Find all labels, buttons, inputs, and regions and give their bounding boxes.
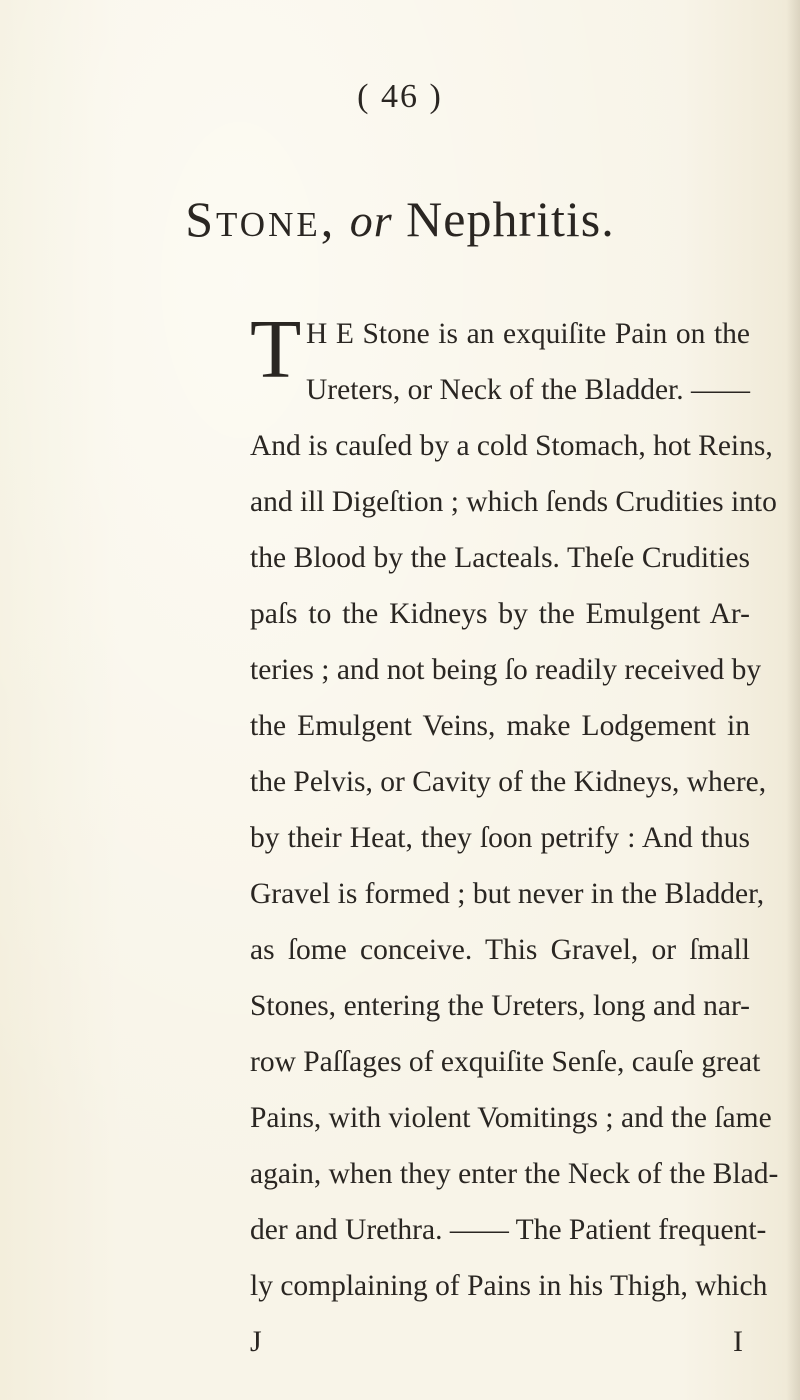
text-line: the Blood by the Lacteals. Theſe Crudities	[250, 542, 750, 574]
text-line: And is cauſed by a cold Stomach, hot Reins,	[250, 430, 773, 462]
text-line: again, when they enter the Neck of the Blad-	[250, 1158, 779, 1190]
section-heading	[0, 190, 800, 248]
signature-mark: J	[250, 1325, 262, 1358]
drop-cap: T	[250, 303, 302, 396]
text-line: as ſome conceive. This Gravel, or ſmall	[250, 934, 750, 966]
text-line: Gravel is formed ; but never in the Bladder,	[250, 878, 765, 910]
heading-nephritis: Nephritis.	[406, 191, 615, 247]
heading-or: or	[349, 195, 393, 246]
text-line: teries ; and not being ſo readily received by	[250, 654, 762, 686]
text-line: paſs to the Kidneys by the Emulgent Ar-	[250, 598, 750, 630]
text-line: der and Urethra. —— The Patient frequent-	[250, 1214, 767, 1246]
text-line: H E Stone is an exquiſite Pain on the	[306, 318, 750, 350]
text-line: the Emulgent Veins, make Lodgement in	[250, 710, 750, 742]
page-number: ( 46 )	[357, 78, 443, 115]
text-line: Stones, entering the Ureters, long and nar-	[250, 990, 750, 1022]
catchword: I	[733, 1325, 743, 1358]
text-line: row Paſſages of exquiſite Senſe, cauſe great	[250, 1046, 761, 1078]
text-line: by their Heat, they ſoon petrify : And thus	[250, 822, 750, 854]
text-line: Pains, with violent Vomitings ; and the ſame	[250, 1102, 772, 1134]
text-line: Ureters, or Neck of the Bladder. ——	[306, 374, 750, 406]
heading-stone: Stone,	[185, 191, 337, 247]
text-line: ly complaining of Pains in his Thigh, which	[250, 1270, 768, 1302]
text-line: and ill Digeſtion ; which ſends Crudities into	[250, 486, 777, 518]
text-line: the Pelvis, or Cavity of the Kidneys, where,	[250, 766, 767, 798]
